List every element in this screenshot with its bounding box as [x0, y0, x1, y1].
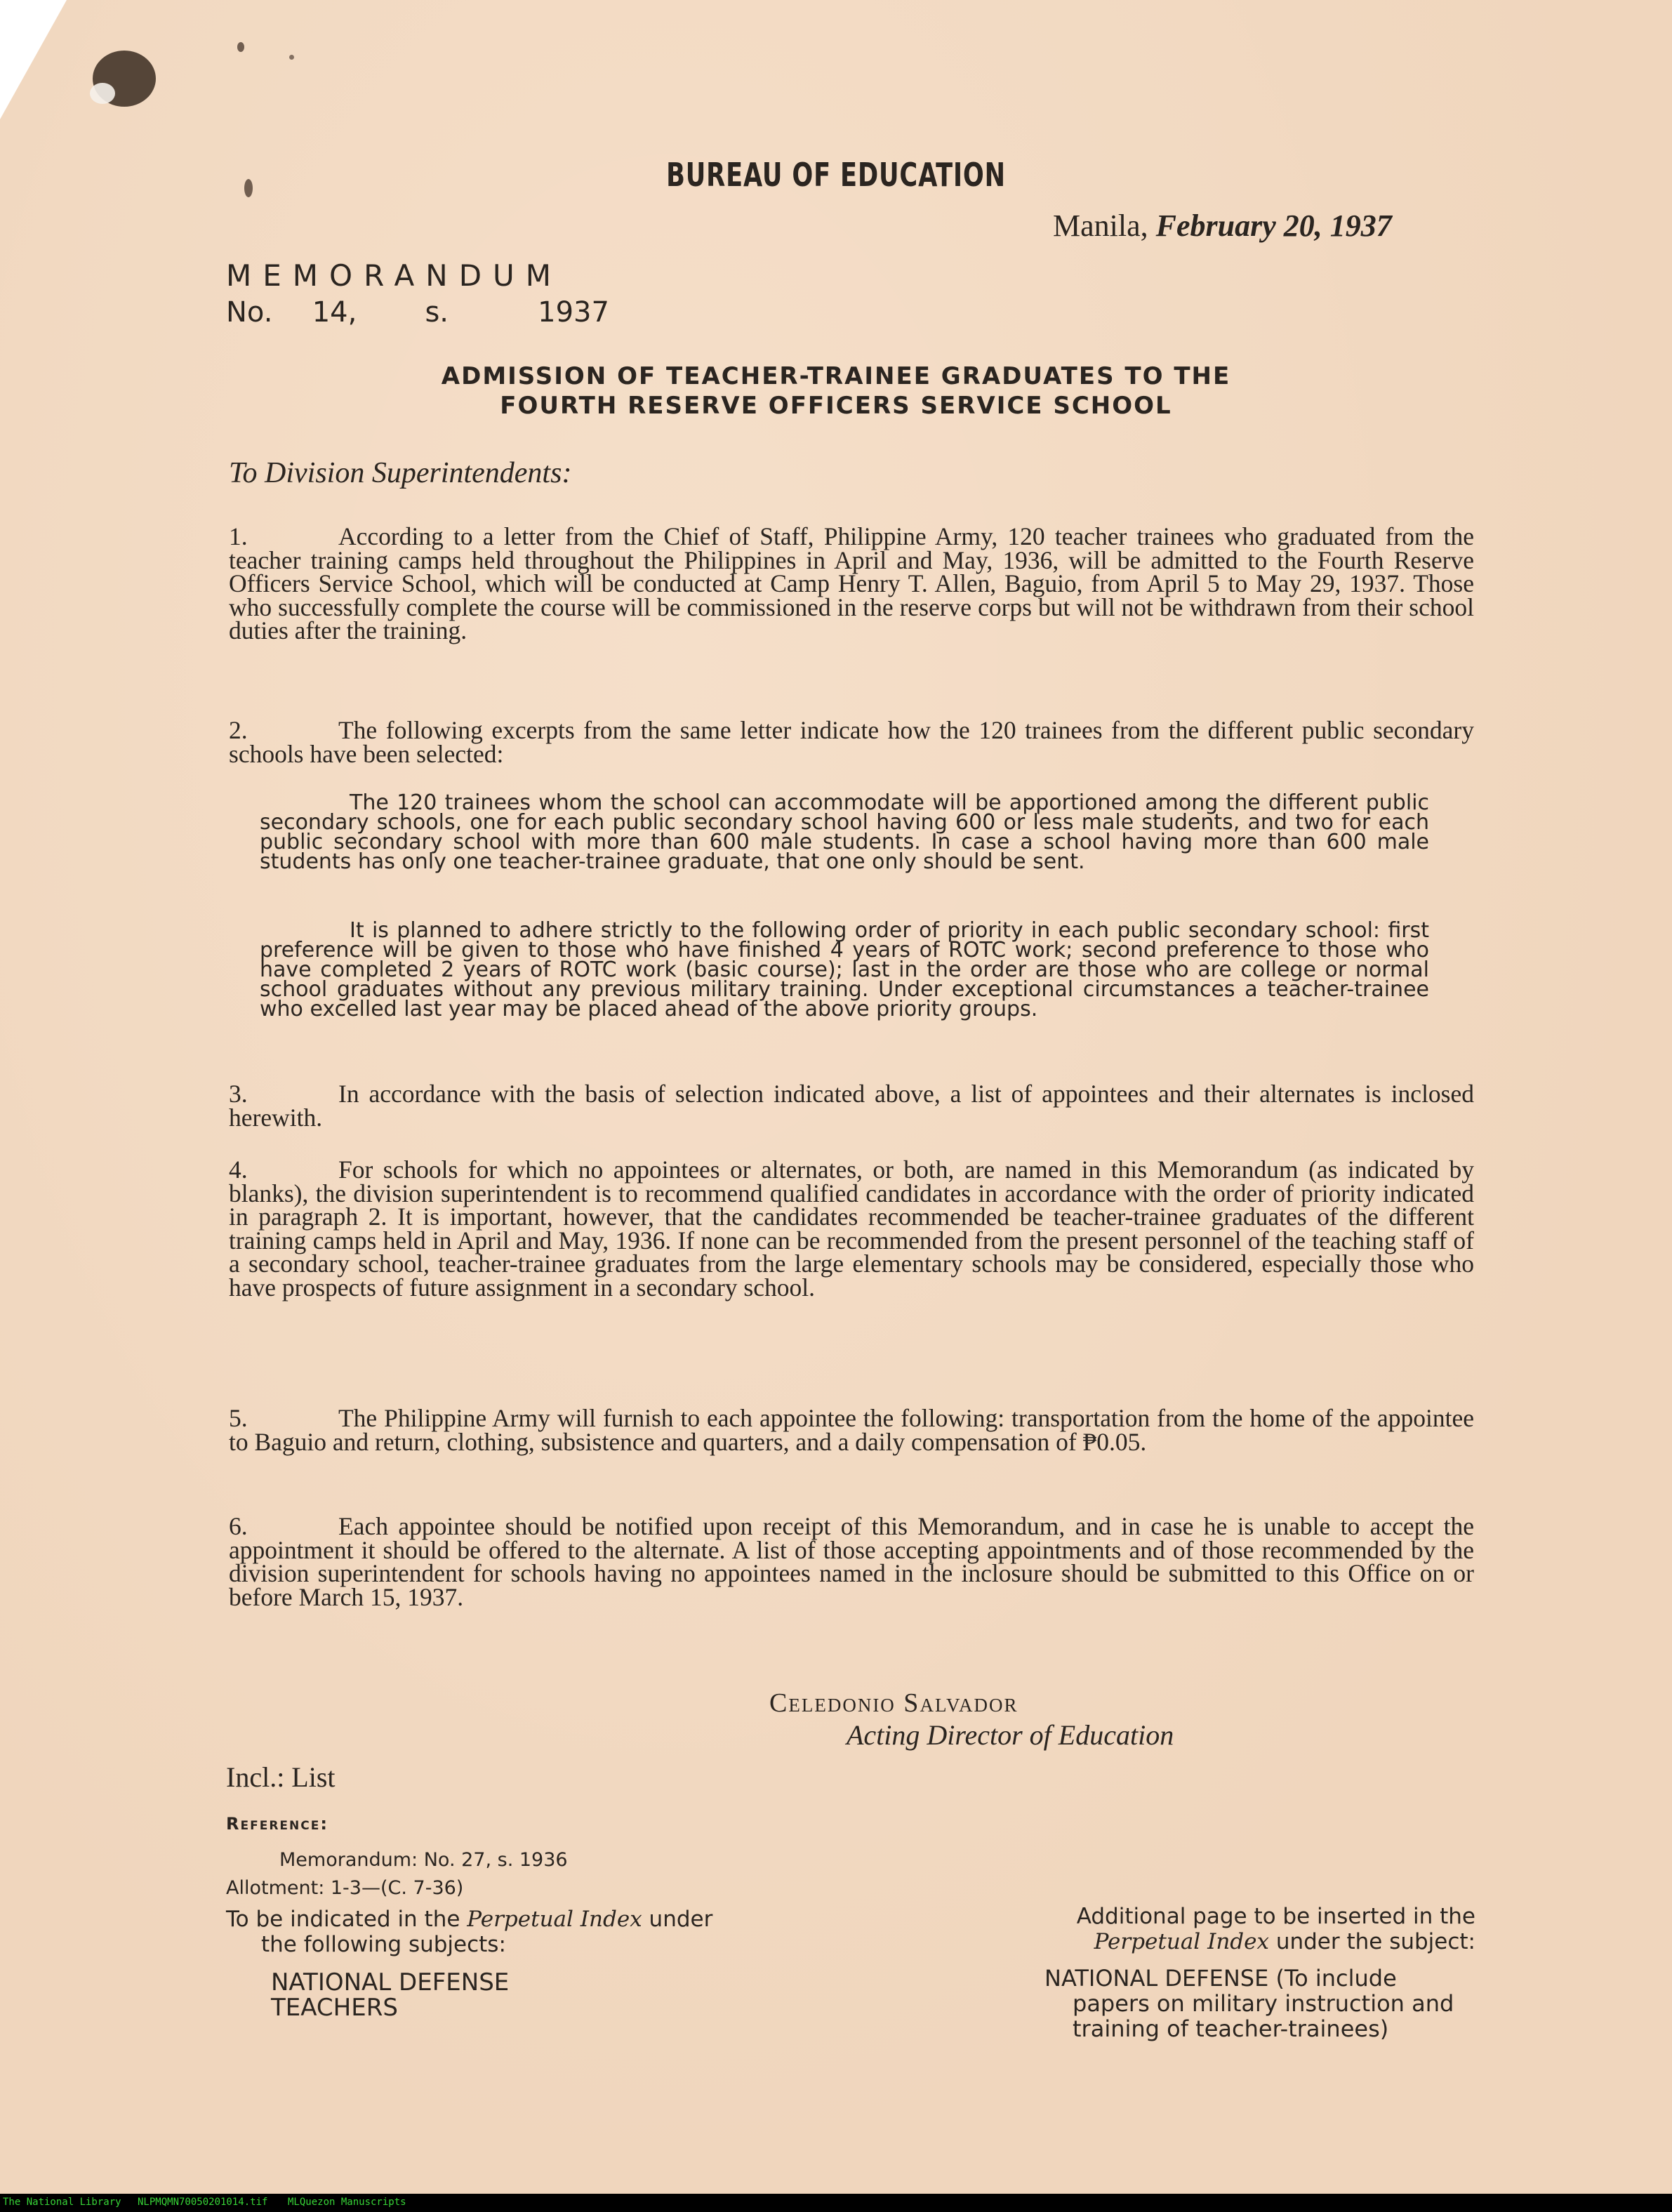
dateline-place: Manila, — [1053, 208, 1148, 243]
memorandum-number — [226, 296, 609, 329]
additional-line-2 — [1007, 1929, 1475, 1954]
signatory-name: Celedonio Salvador — [769, 1688, 1019, 1718]
index-note-italic: Perpetual Index — [467, 1907, 642, 1932]
dateline — [1053, 208, 1392, 244]
memo-series-label: s. — [425, 296, 449, 329]
quote-text: It is planned to adhere strictly to the following order of priority in each public secondary school: first preference will be given to those who have finished 4 years of ROTC work; second preference to those who have completed 2 years of ROTC work (basic course); last in the order are those who are college or normal school graduates without any previous military training. Under exceptional circumstances a teacher-trainee who excelled last year may be placed ahead of the above priority groups. — [260, 918, 1429, 1021]
signatory-title: Acting Director of Education — [847, 1719, 1174, 1751]
paragraph-3 — [229, 1082, 1474, 1130]
reference-allotment: Allotment: 1-3—(C. 7-36) — [226, 1877, 464, 1899]
memo-no: 14, — [312, 296, 357, 329]
archive-footer-bar — [0, 2194, 1672, 2212]
paragraph-text: For schools for which no appointees or alternates, or both, are named in this Memorandum (as indicated by blanks), the division superintendent is to recommend qualified candidates in accordance with the order of priority indicated in paragraph 2. It is important, however, that the candidates recommended be teacher-trainee graduates of the different training camps held in April and May, 1936. If none can be recommended from the present personnel of the teaching staff of a secondary school, teacher-trainee graduates from the large elementary schools may be considered, especially those who have prospects of future assignment in a secondary school. — [229, 1155, 1474, 1302]
index-subjects — [271, 1970, 509, 2020]
paragraph-2 — [229, 716, 1474, 768]
footer-library: The National Library — [3, 2197, 121, 2208]
reference-label: Reference: — [226, 1814, 329, 1834]
subject-line-2: FOURTH RESERVE OFFICERS SERVICE SCHOOL — [500, 392, 1172, 420]
stain-mark — [237, 42, 244, 52]
footer-collection: MLQuezon Manuscripts — [288, 2197, 406, 2208]
perpetual-index-note — [226, 1907, 712, 1932]
paragraph-text: According to a letter from the Chief of Staff, Philippine Army, 120 teacher trainees who graduated from the teacher training camps held throughout the Philippines in April and May, 1936, will be admitted to the Fourth Reserve Officers Service School, which will be conducted at Camp Henry T. Allen, Baguio, from April 5 to May 29, 1937. Those who successfully complete the course will be commissioned in the reserve corps but will not be withdrawn from their school duties after the training. — [229, 522, 1474, 644]
footer-filename: NLPMQMN70050201014.tif — [138, 2197, 268, 2208]
additional-subject-line: NATIONAL DEFENSE (To include — [1044, 1965, 1397, 1992]
index-note-text-a: To be indicated in the — [226, 1907, 467, 1932]
stain-mark — [289, 55, 294, 60]
paragraph-6 — [229, 1512, 1474, 1611]
index-note-line-2: the following subjects: — [261, 1932, 506, 1957]
salutation: To Division Superintendents: — [229, 457, 572, 489]
index-note-text-c: under — [642, 1907, 713, 1932]
paragraph-number: 4. — [229, 1155, 248, 1184]
paragraph-text: The Philippine Army will furnish to each appointee the following: transportation from the home of the appointee to Baguio and return, clothing, subsistence and quarters, and a daily compensation of ₱0.05. — [229, 1404, 1474, 1456]
subject-heading — [0, 362, 1672, 420]
additional-subject-line: training of teacher-trainees) — [1073, 2015, 1389, 2042]
index-subject: NATIONAL DEFENSE — [271, 1968, 510, 1996]
reference-memorandum: Memorandum: No. 27, s. 1936 — [279, 1849, 568, 1871]
quoted-excerpt-2 — [260, 918, 1429, 1021]
quoted-excerpt-1 — [260, 790, 1429, 874]
paragraph-text: The following excerpts from the same letter indicate how the 120 trainees from the different public secondary schools have been selected: — [229, 716, 1474, 768]
additional-subject-line: papers on military instruction and — [1073, 1990, 1454, 2017]
paragraph-number: 6. — [229, 1512, 248, 1540]
paragraph-text: In accordance with the basis of selection indicated above, a list of appointees and their alternates is inclosed herewith. — [229, 1080, 1474, 1132]
paragraph-number: 3. — [229, 1080, 248, 1108]
memo-year: 1937 — [538, 296, 609, 329]
memorandum-label: MEMORANDUM — [226, 258, 563, 293]
paragraph-4 — [229, 1155, 1474, 1302]
paragraph-number: 1. — [229, 522, 248, 550]
stain-mark — [90, 83, 115, 104]
dateline-date: February 20, 1937 — [1155, 208, 1392, 243]
index-subject: TEACHERS — [271, 1994, 398, 2022]
additional-italic: Perpetual Index — [1094, 1929, 1269, 1954]
paragraph-number: 2. — [229, 716, 248, 744]
memo-no-label: No. — [226, 296, 273, 329]
inclosure-note: Incl.: List — [226, 1761, 336, 1793]
subject-line-1: ADMISSION OF TEACHER-TRAINEE GRADUATES TO THE — [441, 362, 1231, 390]
paragraph-5 — [229, 1404, 1474, 1456]
additional-subject — [1044, 1966, 1454, 2041]
additional-page-note — [1007, 1904, 1475, 1954]
letterhead-title: BUREAU OF EDUCATION — [666, 156, 1006, 194]
paragraph-number: 5. — [229, 1404, 248, 1432]
paragraph-text: Each appointee should be notified upon receipt of this Memorandum, and in case he is unable to accept the appointment it should be offered to the alternate. A list of those accepting appointments and of those recommended by the division superintendent for schools having no appointees named in the inclosure should be submitted to this Office on or before March 15, 1937. — [229, 1512, 1474, 1611]
additional-line-2-text: under the subject: — [1268, 1929, 1475, 1954]
quote-text: The 120 trainees whom the school can accommodate will be apportioned among the different public secondary schools, one for each public secondary school having 600 or less male students, and two for each public secondary school with more than 600 male students. In case a school having more than 600 male students has only one teacher-trainee graduate, that one only should be sent. — [260, 790, 1429, 874]
additional-line-1: Additional page to be inserted in the — [1076, 1904, 1475, 1929]
paragraph-1 — [229, 522, 1474, 644]
